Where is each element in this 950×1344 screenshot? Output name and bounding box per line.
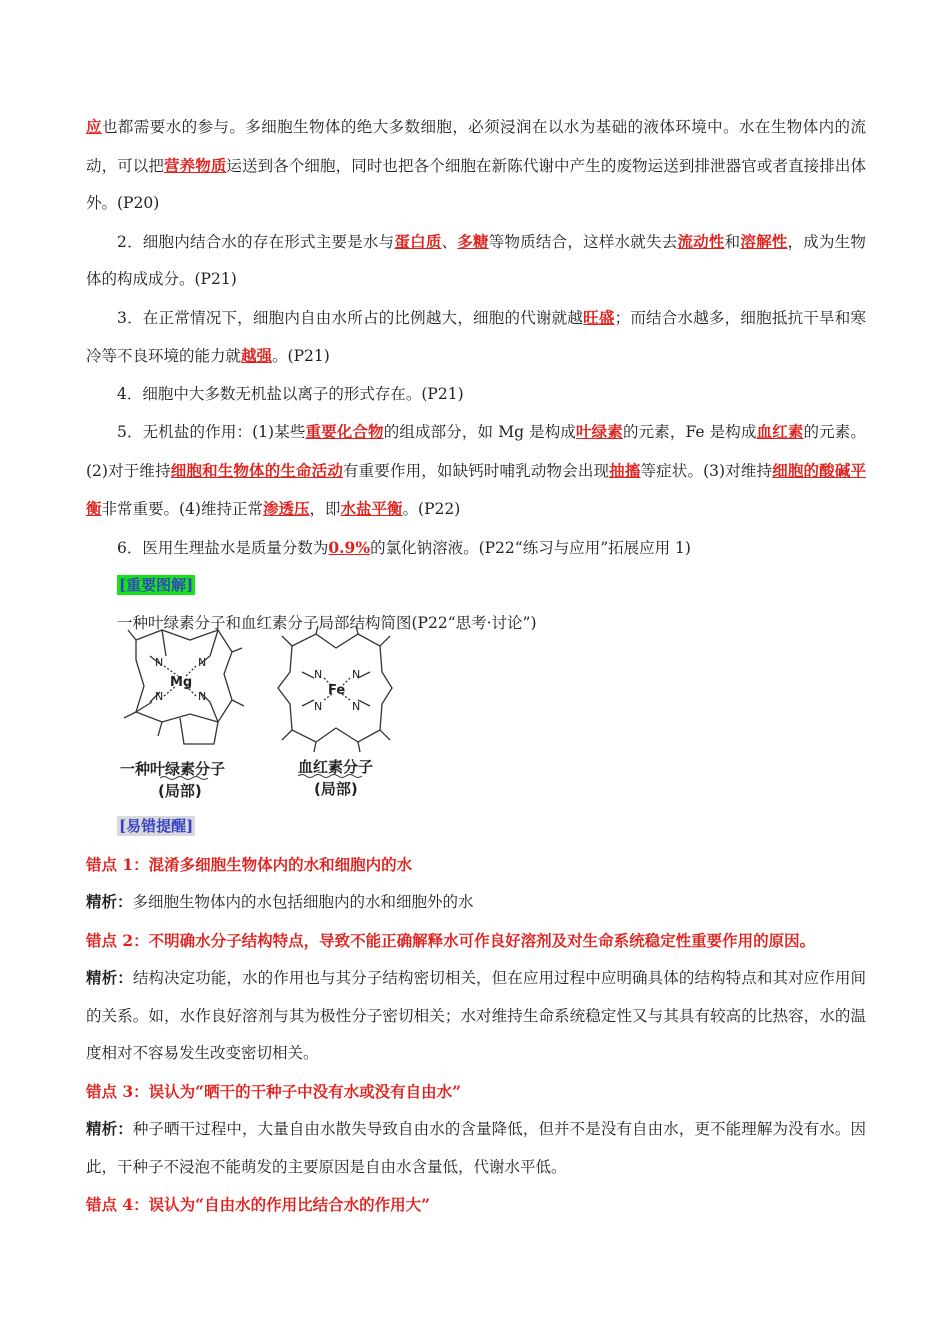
key-term: 0.9% — [328, 537, 371, 557]
item-3 — [86, 299, 866, 376]
key-term: 重要化合物 — [305, 422, 384, 441]
n-atom-label: N — [314, 668, 323, 681]
text: 有重要作用，如缺钙时哺乳动物会出现 — [342, 461, 610, 480]
key-term: 越强 — [241, 346, 273, 365]
key-term: 血红素 — [756, 422, 804, 441]
text: 的组成部分，如 Mg 是构成 — [383, 423, 577, 441]
error-title: 错点 3：误认为“晒干的干种子中没有水或没有自由水” — [86, 1081, 462, 1101]
text: 4．细胞中大多数无机盐以离子的形式存在。(P21) — [117, 384, 464, 403]
text: 3．在正常情况下，细胞内自由水所占的比例越大，细胞的代谢就越 — [117, 308, 584, 327]
text: 等物质结合，这样水就失去 — [488, 232, 678, 251]
error-title: 错点 2：不明确水分子结构特点，导致不能正确解释水可作良好溶剂及对生命系统稳定性重要作用的原因。 — [86, 930, 816, 950]
key-term: 细胞和生物体的生命活动 — [170, 460, 343, 480]
n-atom-label: N — [352, 668, 361, 681]
chlorophyll-atoms — [155, 656, 206, 703]
key-term: 渗透压 — [262, 499, 310, 518]
text: 非常重要。(4)维持正常 — [101, 500, 263, 518]
key-term: 营养物质 — [164, 155, 227, 175]
key-term: 叶绿素 — [576, 422, 623, 441]
n-atom-label: N — [155, 690, 164, 703]
text: 的元素，Fe 是构成 — [622, 423, 757, 441]
error-section — [86, 808, 866, 1224]
item-4 — [86, 376, 866, 414]
error-title: 错点 1：混淆多细胞生物体内的水和细胞内的水 — [86, 854, 413, 874]
error-analysis — [86, 1110, 866, 1186]
document-page — [86, 108, 866, 642]
section-heading-figure — [86, 567, 866, 605]
key-term: 旺盛 — [583, 307, 615, 327]
key-term: 蛋白质 — [394, 231, 442, 251]
text: 2．细胞内结合水的存在形式主要是水与 — [117, 232, 395, 251]
heme-label: 血红素分子 — [298, 758, 374, 776]
item-6 — [86, 529, 866, 568]
key-term: 多糖 — [457, 231, 489, 251]
text: 。(P21) — [272, 347, 330, 365]
text: 6．医用生理盐水是质量分数为 — [117, 538, 329, 557]
text: ；而结合水越多，细胞抵抗干旱和寒冷等不良环境的能力就 — [86, 308, 866, 365]
text: 运送到各个细胞，同时也把各个细胞在新陈代谢中产生的废物运送到排泄器官或者直接排出体外。(P20) — [86, 156, 866, 212]
n-atom-label: N — [155, 656, 164, 669]
analysis-text: 种子晒干过程中，大量自由水散失导致自由水的含量降低，但并不是没有自由水，更不能理解为没有水。因此，干种子不浸泡不能萌发的主要原因是自由水含量低，代谢水平低。 — [86, 1120, 866, 1176]
text: 、 — [441, 232, 458, 251]
analysis-label: 精析： — [86, 968, 133, 987]
text: 也都需要水的参与。多细胞生物体的绝大多数细胞，必须浸润在以水为基础的液体环境中。水在生物体内的流动，可以把 — [86, 118, 866, 175]
text: ，成为生物体的构成成分。(P21) — [86, 232, 866, 288]
n-atom-label: N — [352, 700, 361, 713]
analysis-label: 精析： — [86, 1119, 133, 1138]
n-atom-label: N — [198, 656, 207, 669]
key-term: 流动性 — [677, 231, 725, 251]
text: ，即 — [309, 500, 341, 518]
mg-atom-label: Mg — [170, 675, 193, 690]
text: 的元素。(2)对于维持 — [86, 423, 866, 480]
text: 的氯化钠溶液。(P22“练习与应用”拓展应用 1) — [370, 538, 691, 557]
analysis-text: 多细胞生物体内的水包括细胞内的水和细胞外的水 — [132, 893, 474, 911]
chlorophyll-label: 一种叶绿素分子 — [120, 760, 226, 778]
item-2 — [86, 223, 866, 299]
analysis-text: 结构决定功能，水的作用也与其分子结构密切相关，但在应用过程中应明确具体的结构特点和其对应作用间的关系。如，水作良好溶剂与其为极性分子密切相关；水对维持生命系统稳定性又与其具有较高的比热容，水的温度相对不容易发生改变密切相关。 — [86, 969, 866, 1062]
text: 和 — [724, 232, 741, 251]
heme-atoms — [314, 668, 360, 713]
item-5 — [86, 413, 866, 529]
text: 。(P22) — [402, 500, 461, 518]
n-atom-label: N — [198, 690, 207, 703]
chlorophyll-sublabel: (局部) — [158, 782, 202, 800]
heme-sublabel: (局部) — [314, 780, 358, 798]
key-term: 溶解性 — [740, 231, 788, 251]
analysis-label: 精析： — [86, 892, 133, 911]
fe-atom-label: Fe — [328, 683, 346, 698]
error-analysis — [86, 883, 866, 922]
section-tag: [重要图解] — [119, 576, 194, 594]
error-title: 错点 4：误认为“自由水的作用比结合水的作用大” — [86, 1195, 431, 1214]
key-term: 应 — [86, 117, 102, 136]
n-atom-label: N — [314, 700, 323, 713]
text: 5．无机盐的作用：(1)某些 — [117, 423, 306, 441]
section-heading-errors — [86, 808, 866, 846]
key-term: 细胞的酸碱平衡 — [86, 460, 866, 518]
error-analysis — [86, 959, 866, 1073]
key-term: 水盐平衡 — [340, 499, 403, 518]
paragraph-water-functions — [86, 108, 866, 223]
section-tag: [易错提醒] — [119, 817, 194, 835]
text: 等症状。(3)对维持 — [640, 461, 773, 480]
figure-caption: 一种叶绿素分子和血红素分子局部结构简图(P22“思考·讨论”) — [117, 613, 537, 632]
porphyrin-figure — [114, 626, 394, 806]
key-term: 抽搐 — [609, 460, 641, 480]
